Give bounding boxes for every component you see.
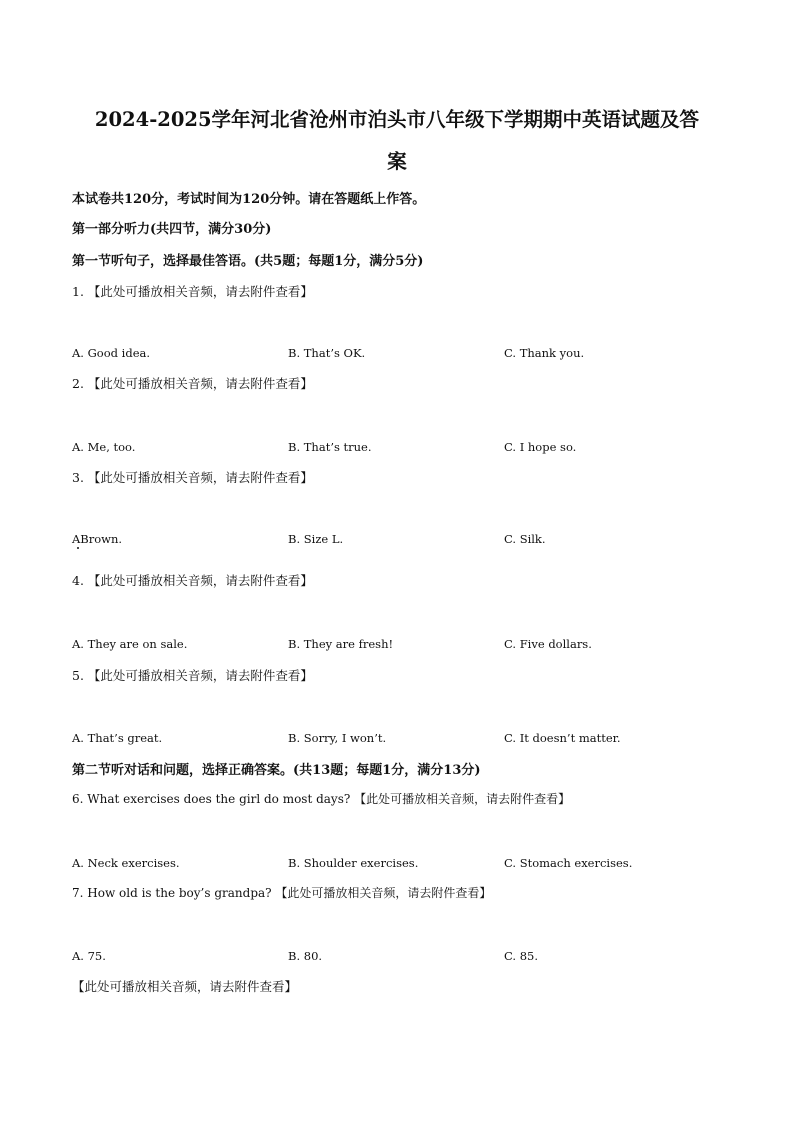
option-c: C. Thank you.	[504, 346, 585, 360]
option-b: B. They are fresh!	[288, 637, 394, 651]
option-b: B. Sorry, I won’t.	[288, 731, 387, 745]
question-stem: 1. 【此处可播放相关音频，请去附件查看】	[72, 284, 313, 299]
question-stem: 5. 【此处可播放相关音频，请去附件查看】	[72, 668, 313, 683]
option-a: A. They are on sale.	[72, 637, 188, 651]
stray-dot-mark	[77, 547, 79, 549]
question-stem: 2. 【此处可播放相关音频，请去附件查看】	[72, 376, 313, 391]
option-b: B. That’s OK.	[288, 346, 366, 360]
section-heading-2: 第二节听对话和问题，选择正确答案。(共13题；每题1分，满分13分)	[72, 763, 481, 778]
option-c: C. Silk.	[504, 532, 546, 546]
question-stem: 7. How old is the boy’s grandpa? 【此处可播放相关音频，请去附件查看】	[72, 886, 492, 900]
option-a: A. 75.	[72, 949, 106, 963]
option-c: C. Stomach exercises.	[504, 856, 633, 870]
exam-intro: 本试卷共120分，考试时间为120分钟。请在答题纸上作答。	[72, 192, 426, 207]
question-stem: 3. 【此处可播放相关音频，请去附件查看】	[72, 470, 313, 485]
question-stem: 6. What exercises does the girl do most days? 【此处可播放相关音频，请去附件查看】	[72, 792, 571, 806]
option-c: C. Five dollars.	[504, 637, 592, 651]
option-b: B. Size L.	[288, 532, 344, 546]
question-stem: 4. 【此处可播放相关音频，请去附件查看】	[72, 573, 313, 588]
option-b: B. 80.	[288, 949, 323, 963]
document-title-line-2: 案	[387, 150, 407, 173]
part-heading: 第一部分听力(共四节，满分30分)	[72, 222, 272, 237]
option-a: A. That’s great.	[72, 731, 163, 745]
document-title-line-1: 2024-2025学年河北省沧州市泊头市八年级下学期期中英语试题及答	[94, 108, 700, 131]
option-b: B. That’s true.	[288, 440, 372, 454]
option-a: ABrown.	[72, 532, 123, 546]
option-c: C. 85.	[504, 949, 538, 963]
option-b: B. Shoulder exercises.	[288, 856, 419, 870]
audio-note: 【此处可播放相关音频，请去附件查看】	[72, 979, 298, 994]
option-a: A. Good idea.	[72, 346, 151, 360]
option-c: C. It doesn’t matter.	[504, 731, 621, 745]
option-c: C. I hope so.	[504, 440, 577, 454]
option-a: A. Neck exercises.	[72, 856, 180, 870]
section-heading-1: 第一节听句子，选择最佳答语。(共5题；每题1分，满分5分)	[72, 254, 424, 269]
option-a: A. Me, too.	[72, 440, 136, 454]
